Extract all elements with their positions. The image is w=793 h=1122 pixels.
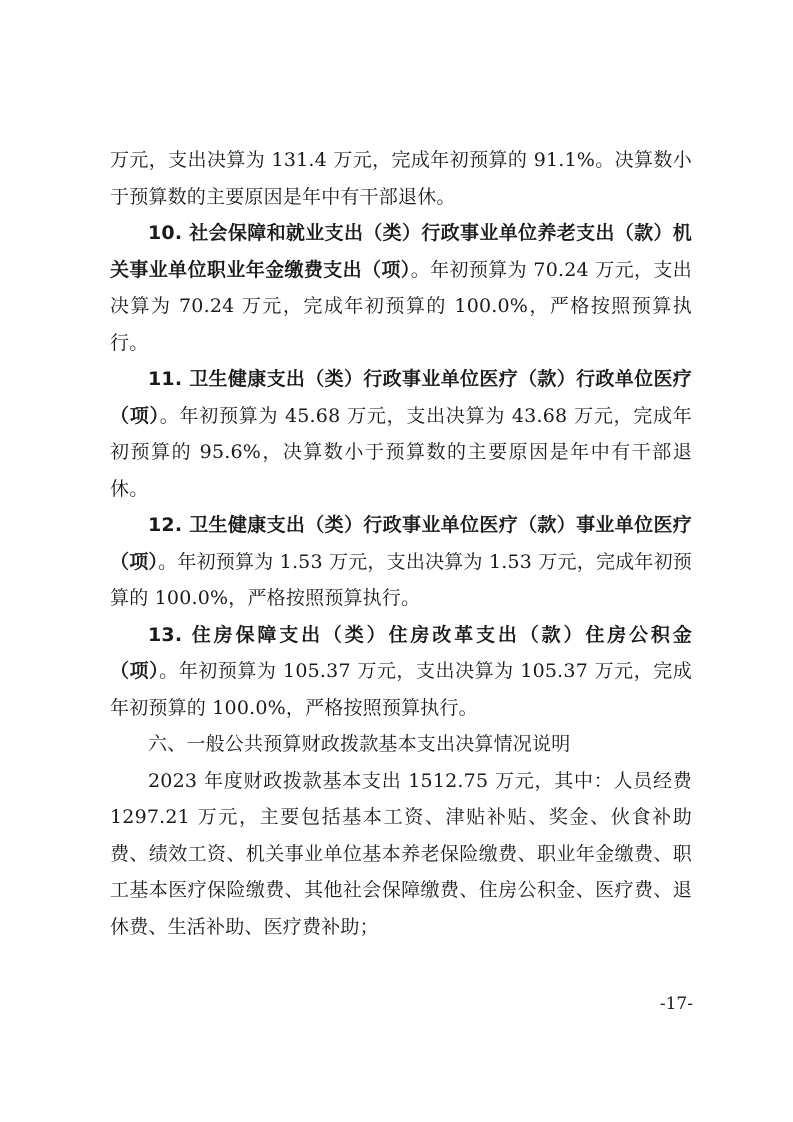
paragraph-item-11 [110,361,692,507]
paragraph-item-10 [110,215,692,361]
paragraph-text: 。年初预算为 70.24 万元，支出决算为 70.24 万元，完成年初预算的 100.0%，严格按照预算执行。 [110,258,692,354]
document-page [110,142,692,945]
paragraph-text: 万元，支出决算为 131.4 万元，完成年初预算的 91.1%。决算数小于预算数的主要原因是年中有干部退休。 [110,149,692,208]
paragraph-item-13 [110,617,692,727]
paragraph-continuation [110,142,692,215]
page-number: -17- [659,994,693,1014]
item-heading: 11. 卫生健康支出（类）行政事业单位医疗（款）行政单位医疗（项） [110,368,692,427]
paragraph-text: 。年初预算为 1.53 万元，支出决算为 1.53 万元，完成年初预算的 100.0%，严格按照预算执行。 [110,550,692,609]
paragraph-item-12 [110,507,692,617]
item-heading: 12. 卫生健康支出（类）行政事业单位医疗（款）事业单位医疗（项） [110,514,692,573]
section-heading: 六、一般公共预算财政拨款基本支出决算情况说明 [148,733,571,755]
paragraph-text: 。年初预算为 45.68 万元，支出决算为 43.68 万元，完成年初预算的 95.6%，决算数小于预算数的主要原因是年中有干部退休。 [110,404,692,500]
item-heading: 13. 住房保障支出（类）住房改革支出（款）住房公积金（项） [110,623,692,682]
section-body: 2023 年度财政拨款基本支出 1512.75 万元，其中：人员经费 1297.21 万元，主要包括基本工资、津贴补贴、奖金、伙食补助费、绩效工资、机关事业单位基本养老保险缴费、职业年金缴费、职工基本医疗保险缴费、其他社会保障缴费、住房公积金、医疗费、退休费、生活补助、医疗费补助； [110,769,692,938]
item-heading: 10. 社会保障和就业支出（类）行政事业单位养老支出（款）机关事业单位职业年金缴费支出（项） [110,222,692,281]
paragraph-text: 。年初预算为 105.37 万元，支出决算为 105.37 万元，完成年初预算的 100.0%，严格按照预算执行。 [110,660,692,719]
